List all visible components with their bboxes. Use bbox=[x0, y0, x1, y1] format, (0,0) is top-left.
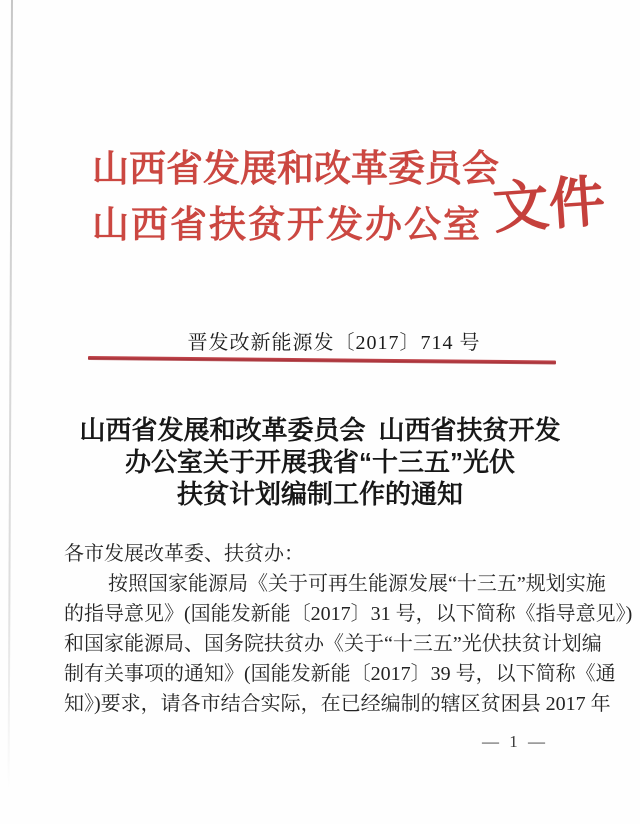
issuing-organizations bbox=[92, 142, 499, 254]
org-name-line1: 山西省发展和改革委员会 bbox=[92, 149, 499, 190]
body-line: 制有关事项的通知》(国能发新能〔2017〕39 号，以下简称《通 bbox=[64, 663, 616, 685]
body-line: 按照国家能源局《关于可再生能源发展“十三五”规划实施 bbox=[108, 573, 606, 595]
body-line: 和国家能源局、国务院扶贫办《关于“十三五”光伏扶贫计划编 bbox=[64, 633, 602, 655]
scan-edge-line bbox=[8, 0, 13, 790]
letterhead bbox=[0, 142, 640, 254]
title-line-3: 扶贫计划编制工作的通知 bbox=[176, 479, 463, 509]
body-line: 的指导意见》(国能发新能〔2017〕31 号，以下简称《指导意见》) bbox=[64, 603, 633, 625]
salutation: 各市发展改革委、扶贫办： bbox=[64, 543, 304, 565]
title-line-2: 办公室关于开展我省“十三五”光伏 bbox=[124, 447, 515, 477]
body-line: 知》)要求，请各市结合实际，在已经编制的辖区贫困县 2017 年 bbox=[64, 693, 611, 715]
document-body bbox=[64, 539, 633, 719]
title-line-1: 山西省发展和改革委员会 山西省扶贫开发 bbox=[79, 415, 561, 445]
page-number: — 1 — bbox=[482, 732, 548, 751]
doc-type-label: 文件 bbox=[490, 171, 608, 241]
document-title bbox=[0, 414, 640, 510]
document-reference-number: 晋发改新能源发〔2017〕714 号 bbox=[187, 332, 481, 354]
org-name-line2: 山西省扶贫开发办公室 bbox=[92, 205, 482, 246]
red-separator-rule bbox=[88, 356, 556, 364]
